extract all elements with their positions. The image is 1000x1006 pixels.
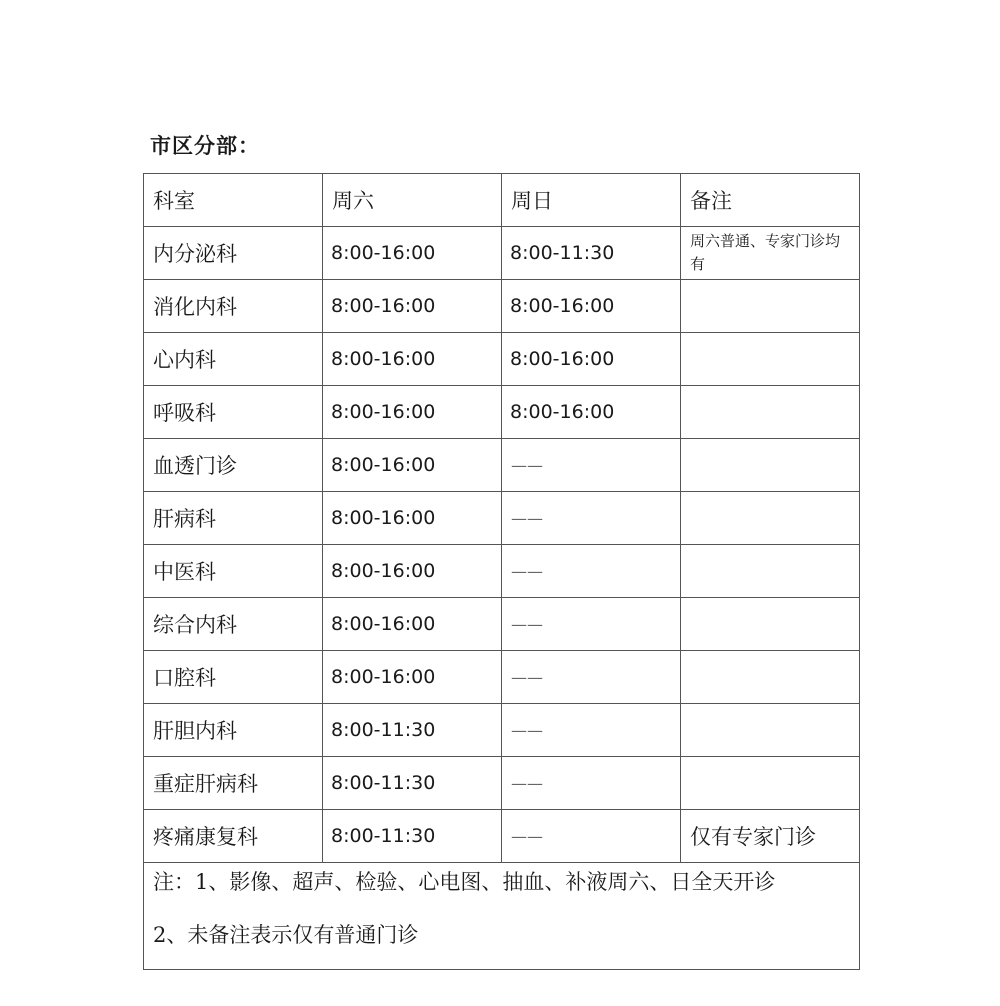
- header-note: 备注: [681, 174, 860, 227]
- table-row: [144, 333, 860, 386]
- table-row: [144, 757, 860, 810]
- note-cell: [681, 651, 860, 704]
- table-footer-row: [144, 863, 860, 970]
- saturday-cell: 8:00-11:30: [323, 704, 502, 757]
- saturday-cell: 8:00-16:00: [323, 227, 502, 280]
- sunday-cell: ——: [502, 810, 681, 863]
- saturday-cell: 8:00-11:30: [323, 757, 502, 810]
- table-row: [144, 280, 860, 333]
- note-cell: [681, 280, 860, 333]
- saturday-cell: 8:00-16:00: [323, 651, 502, 704]
- saturday-cell: 8:00-16:00: [323, 598, 502, 651]
- note-cell: [681, 386, 860, 439]
- table-row: [144, 386, 860, 439]
- note-cell: [681, 545, 860, 598]
- dept-cell: 重症肝病科: [144, 757, 323, 810]
- note-cell: [681, 492, 860, 545]
- footer-note-line-1: 注：1、影像、超声、检验、心电图、抽血、补液周六、日全天开诊: [153, 870, 776, 894]
- sunday-cell: ——: [502, 704, 681, 757]
- table-header-row: [144, 174, 860, 227]
- note-cell: [681, 333, 860, 386]
- sunday-cell: ——: [502, 757, 681, 810]
- saturday-cell: 8:00-11:30: [323, 810, 502, 863]
- sunday-cell: 8:00-11:30: [502, 227, 681, 280]
- schedule-table: [143, 173, 860, 970]
- table-row: [144, 704, 860, 757]
- saturday-cell: 8:00-16:00: [323, 439, 502, 492]
- dept-cell: 口腔科: [144, 651, 323, 704]
- header-saturday: 周六: [323, 174, 502, 227]
- header-dept: 科室: [144, 174, 323, 227]
- saturday-cell: 8:00-16:00: [323, 545, 502, 598]
- saturday-cell: 8:00-16:00: [323, 280, 502, 333]
- table-row: [144, 227, 860, 280]
- dept-cell: 中医科: [144, 545, 323, 598]
- note-cell: [681, 757, 860, 810]
- note-cell: [681, 439, 860, 492]
- note-cell: [681, 598, 860, 651]
- sunday-cell: 8:00-16:00: [502, 386, 681, 439]
- dept-cell: 内分泌科: [144, 227, 323, 280]
- dept-cell: 血透门诊: [144, 439, 323, 492]
- sunday-cell: 8:00-16:00: [502, 333, 681, 386]
- table-row: [144, 545, 860, 598]
- header-sunday: 周日: [502, 174, 681, 227]
- saturday-cell: 8:00-16:00: [323, 386, 502, 439]
- sunday-cell: ——: [502, 598, 681, 651]
- footer-note-line-2: 2、未备注表示仅有普通门诊: [153, 923, 419, 947]
- note-cell: 仅有专家门诊: [681, 810, 860, 863]
- sunday-cell: 8:00-16:00: [502, 280, 681, 333]
- sunday-cell: ——: [502, 439, 681, 492]
- dept-cell: 肝病科: [144, 492, 323, 545]
- dept-cell: 心内科: [144, 333, 323, 386]
- dept-cell: 呼吸科: [144, 386, 323, 439]
- sunday-cell: ——: [502, 545, 681, 598]
- footer-notes: [144, 863, 860, 970]
- dept-cell: 综合内科: [144, 598, 323, 651]
- table-row: [144, 651, 860, 704]
- note-cell: 周六普通、专家门诊均有: [681, 227, 860, 280]
- table-row: [144, 598, 860, 651]
- saturday-cell: 8:00-16:00: [323, 333, 502, 386]
- saturday-cell: 8:00-16:00: [323, 492, 502, 545]
- sunday-cell: ——: [502, 651, 681, 704]
- table-row: [144, 439, 860, 492]
- sunday-cell: ——: [502, 492, 681, 545]
- dept-cell: 疼痛康复科: [144, 810, 323, 863]
- note-cell: [681, 704, 860, 757]
- dept-cell: 肝胆内科: [144, 704, 323, 757]
- table-row: [144, 810, 860, 863]
- page-title: 市区分部：: [150, 133, 260, 158]
- dept-cell: 消化内科: [144, 280, 323, 333]
- table-row: [144, 492, 860, 545]
